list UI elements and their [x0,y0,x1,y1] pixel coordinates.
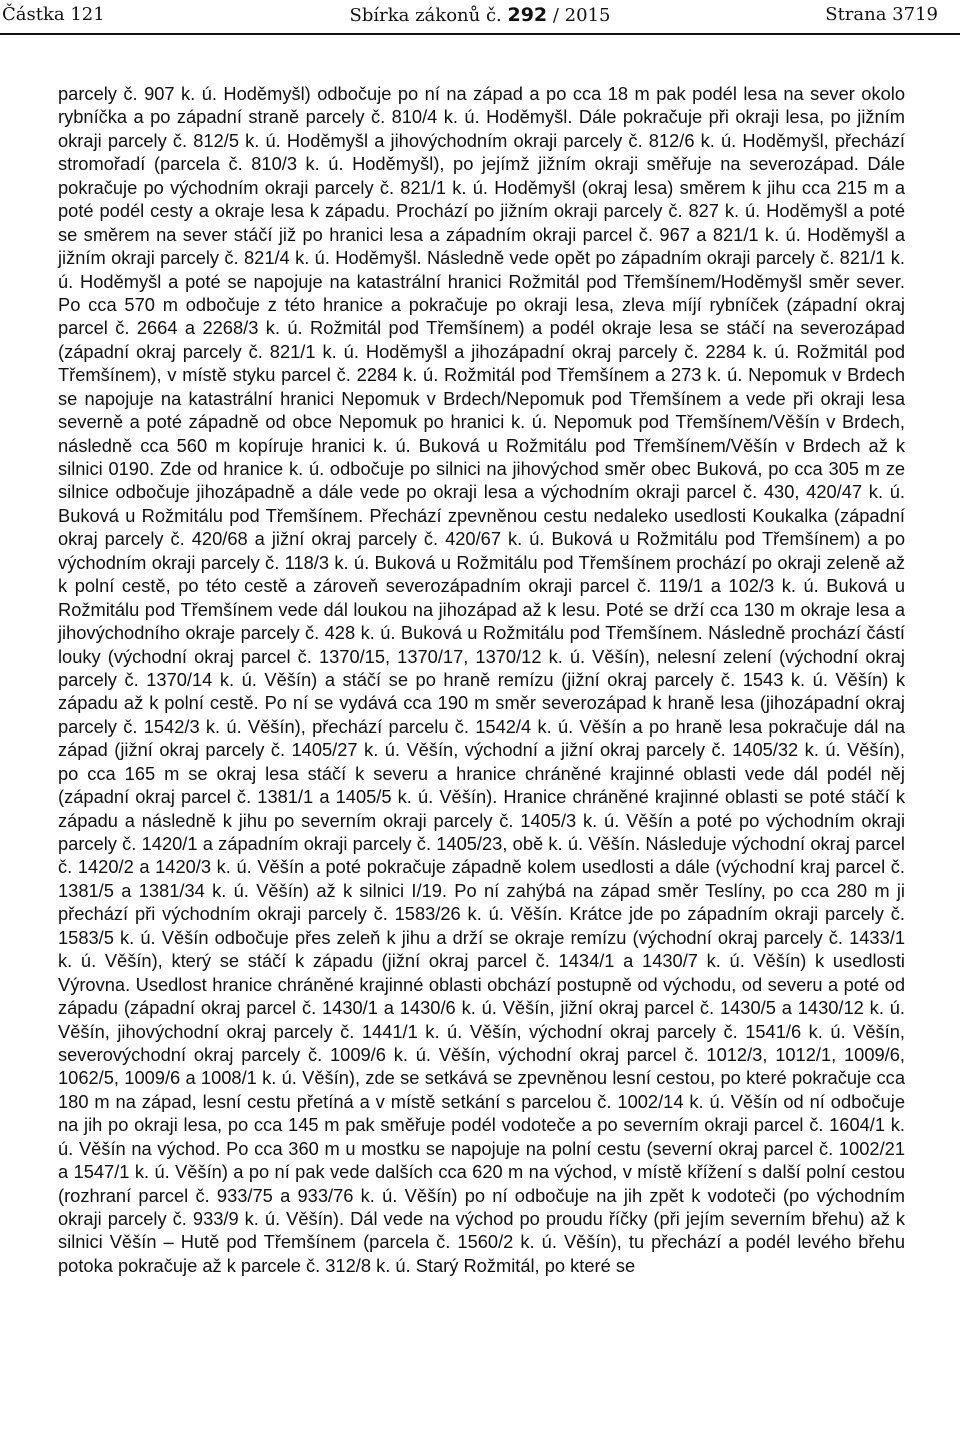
header-law-number: 292 [507,4,548,26]
body-paragraph: parcely č. 907 k. ú. Hoděmyšl) odbočuje po ní na západ a po cca 18 m pak podél lesa na sever okolo rybníčka a po západní straně parcely č. 810/4 k. ú. Hoděmyšl. Dále pokračuje při okraji lesa, po jižním okraji parcely č. 812/5 k. ú. Hoděmyšl a jihovýchodním okraji parcely č. 812/6 k. ú. Hoděmyšl, přechází stromořadí (parcela č. 810/3 k. ú. Hoděmyšl), po jejímž jižním okraji směřuje na severozápad. Dále pokračuje po východním okraji parcely č. 821/1 k. ú. Hoděmyšl (okraj lesa) směrem k jihu cca 215 m a poté podél cesty a okraje lesa k západu. Prochází po jižním okraji parcely č. 827 k. ú. Hoděmyšl a poté se směrem na sever stáčí již po hranici lesa a západním okraji parcel č. 967 a 821/1 k. ú. Hoděmyšl a jižním okraji parcely č. 821/4 k. ú. Hoděmyšl. Následně vede opět po západním okraji parcely č. 821/1 k. ú. Hoděmyšl a poté se napojuje na katastrální hranici Rožmitál pod Třemšínem/Hoděmyšl směr sever. Po cca 570 m odbočuje z této hranice a pokračuje po okraji lesa, zleva míjí rybníček (západní okraj parcel č. 2664 a 2268/3 k. ú. Rožmitál pod Třemšínem) a podél okraje lesa se stáčí na severozápad (západní okraj parcely č. 821/1 k. ú. Hoděmyšl a jihozápadní okraj parcely č. 2284 k. ú. Rožmitál pod Třemšínem), v místě styku parcel č. 2284 k. ú. Rožmitál pod Třemšínem a 273 k. ú. Nepomuk v Brdech se napojuje na katastrální hranici Nepomuk v Brdech/Nepomuk pod Třemšínem a vede při okraji lesa severně a poté západně od obce Nepomuk po hranici k. ú. Nepomuk pod Třemšínem/Věšín v Brdech, následně cca 560 m kopíruje hranici k. ú. Buková u Rožmitálu pod Třemšínem/Věšín v Brdech až k silnici 0190. Zde od hranice k. ú. odbočuje po silnici na jihovýchod směr obec Buková, po cca 305 m ze silnice odbočuje jihozápadně a dále vede po okraji lesa a východním okraji parcel č. 430, 420/47 k. ú. Buková u Rožmitálu pod Třemšínem. Přechází zpevněnou cestu nedaleko usedlosti Koukalka (západní okraj parcely č. 420/68 a jižní okraj parcely č. 420/67 k. ú. Buková u Rožmitálu pod Třemšínem) a po východním okraji parcely č. 118/3 k. ú. Buková u Rožmitálu pod Třemšínem prochází po okraji zeleně až k polní cestě, po této cestě a zároveň severozápadním okraji parcel č. 119/1 a 102/3 k. ú. Buková u Rožmitálu pod Třemšínem vede dál loukou na jihozápad až k lesu. Poté se drží cca 130 m okraje lesa a jihovýchodního okraje parcely č. 428 k. ú. Buková u Rožmitálu pod Třemšínem. Následně prochází částí louky (východní okraj parcel č. 1370/15, 1370/17, 1370/12 k. ú. Věšín), nelesní zelení (východní okraj parcely č. 1370/14 k. ú. Věšín) a stáčí se po hraně remízu (jižní okraj parcely č. 1543 k. ú. Věšín) k západu až k polní cestě. Po ní se vydává cca 190 m směr severozápad k hraně lesa (jihozápadní okraj parcely č. 1542/3 k. ú. Věšín), přechází parcelu č. 1542/4 k. ú. Věšín a po hraně lesa pokračuje dál na západ (jižní okraj parcely č. 1405/27 k. ú. Věšín, východní a jižní okraj parcely č. 1405/32 k. ú. Věšín), po cca 165 m se okraj lesa stáčí k severu a hranice chráněné krajinné oblasti vede dál podél něj (západní okraj parcel č. 1381/1 a 1405/5 k. ú. Věšín). Hranice chráněné krajinné oblasti se poté stáčí k západu a následně k jihu po severním okraji parcely č. 1405/3 k. ú. Věšín a poté po východním okraji parcely č. 1420/1 a západním okraji parcely č. 1405/23, obě k. ú. Věšín. Následuje východní okraj parcel č. 1420/2 a 1420/3 k. ú. Věšín a poté pokračuje západně kolem usedlosti a dále (východní kraj parcel č. 1381/5 a 1381/34 k. ú. Věšín) až k silnici I/19. Po ní zahýbá na západ směr Teslíny, po cca 280 m ji přechází při východním okraji parcely č. 1583/26 k. ú. Věšín. Krátce jde po západním okraji parcely č. 1583/5 k. ú. Věšín odbočuje přes zeleň k jihu a drží se okraje remízu (východní okraj parcely č. 1433/1 k. ú. Věšín), který se stáčí k západu (jižní okraj parcel č. 1434/1 a 1430/7 k. ú. Věšín) k usedlosti Výrovna. Usedlost hranice chráněné krajinné oblasti obchází postupně od východu, od severu a poté od západu (západní okraj parcel č. 1430/1 a 1430/6 k. ú. Věšín, jižní okraj parcel č. 1430/5 a 1430/12 k. ú. Věšín, jihovýchodní okraj parcely č. 1441/1 k. ú. Věšín, východní okraj parcely č. 1541/6 k. ú. Věšín, severovýchodní okraj parcely č. 1009/6 k. ú. Věšín, východní okraj parcel č. 1012/3, 1012/1, 1009/6, 1062/5, 1009/6 a 1008/1 k. ú. Věšín), zde se setkává se zpevněnou lesní cestou, po které pokračuje cca 180 m na západ, lesní cestu přetíná a v místě setkání s parcelou č. 1002/14 k. ú. Věšín od ní odbočuje na jih po okraji lesa, po cca 145 m pak směřuje podél vodoteče a po severním okraji parcel č. 1604/1 k. ú. Věšín na východ. Po cca 360 m u mostku se napojuje na polní cestu (severní okraj parcel č. 1002/21 a 1547/1 k. ú. Věšín) a po ní pak vede dalších cca 620 m na východ, v místě křížení s další polní cestou (rozhraní parcel č. 933/75 a 933/76 k. ú. Věšín) po ní odbočuje na jih zpět k vodoteči (po východním okraji parcely č. 933/9 k. ú. Věšín). Dál vede na východ po proudu říčky (při jejím severním břehu) až k silnici Věšín – Hutě pod Třemšínem (parcela č. 1560/2 k. ú. Věšín), tu přechází a podél levého břehu potoka pokračuje až k parcele č. 312/8 k. ú. Starý Rožmitál, po které se [58,83,905,1276]
header-divider [0,33,960,35]
header-page-number: Strana 3719 [825,4,938,25]
page-header [0,0,960,30]
header-year: / 2015 [552,5,611,26]
header-collection-reference [320,4,640,26]
header-issue-number: Částka 121 [2,4,105,25]
header-collection-label: Sbírka zákonů č. [349,5,502,26]
